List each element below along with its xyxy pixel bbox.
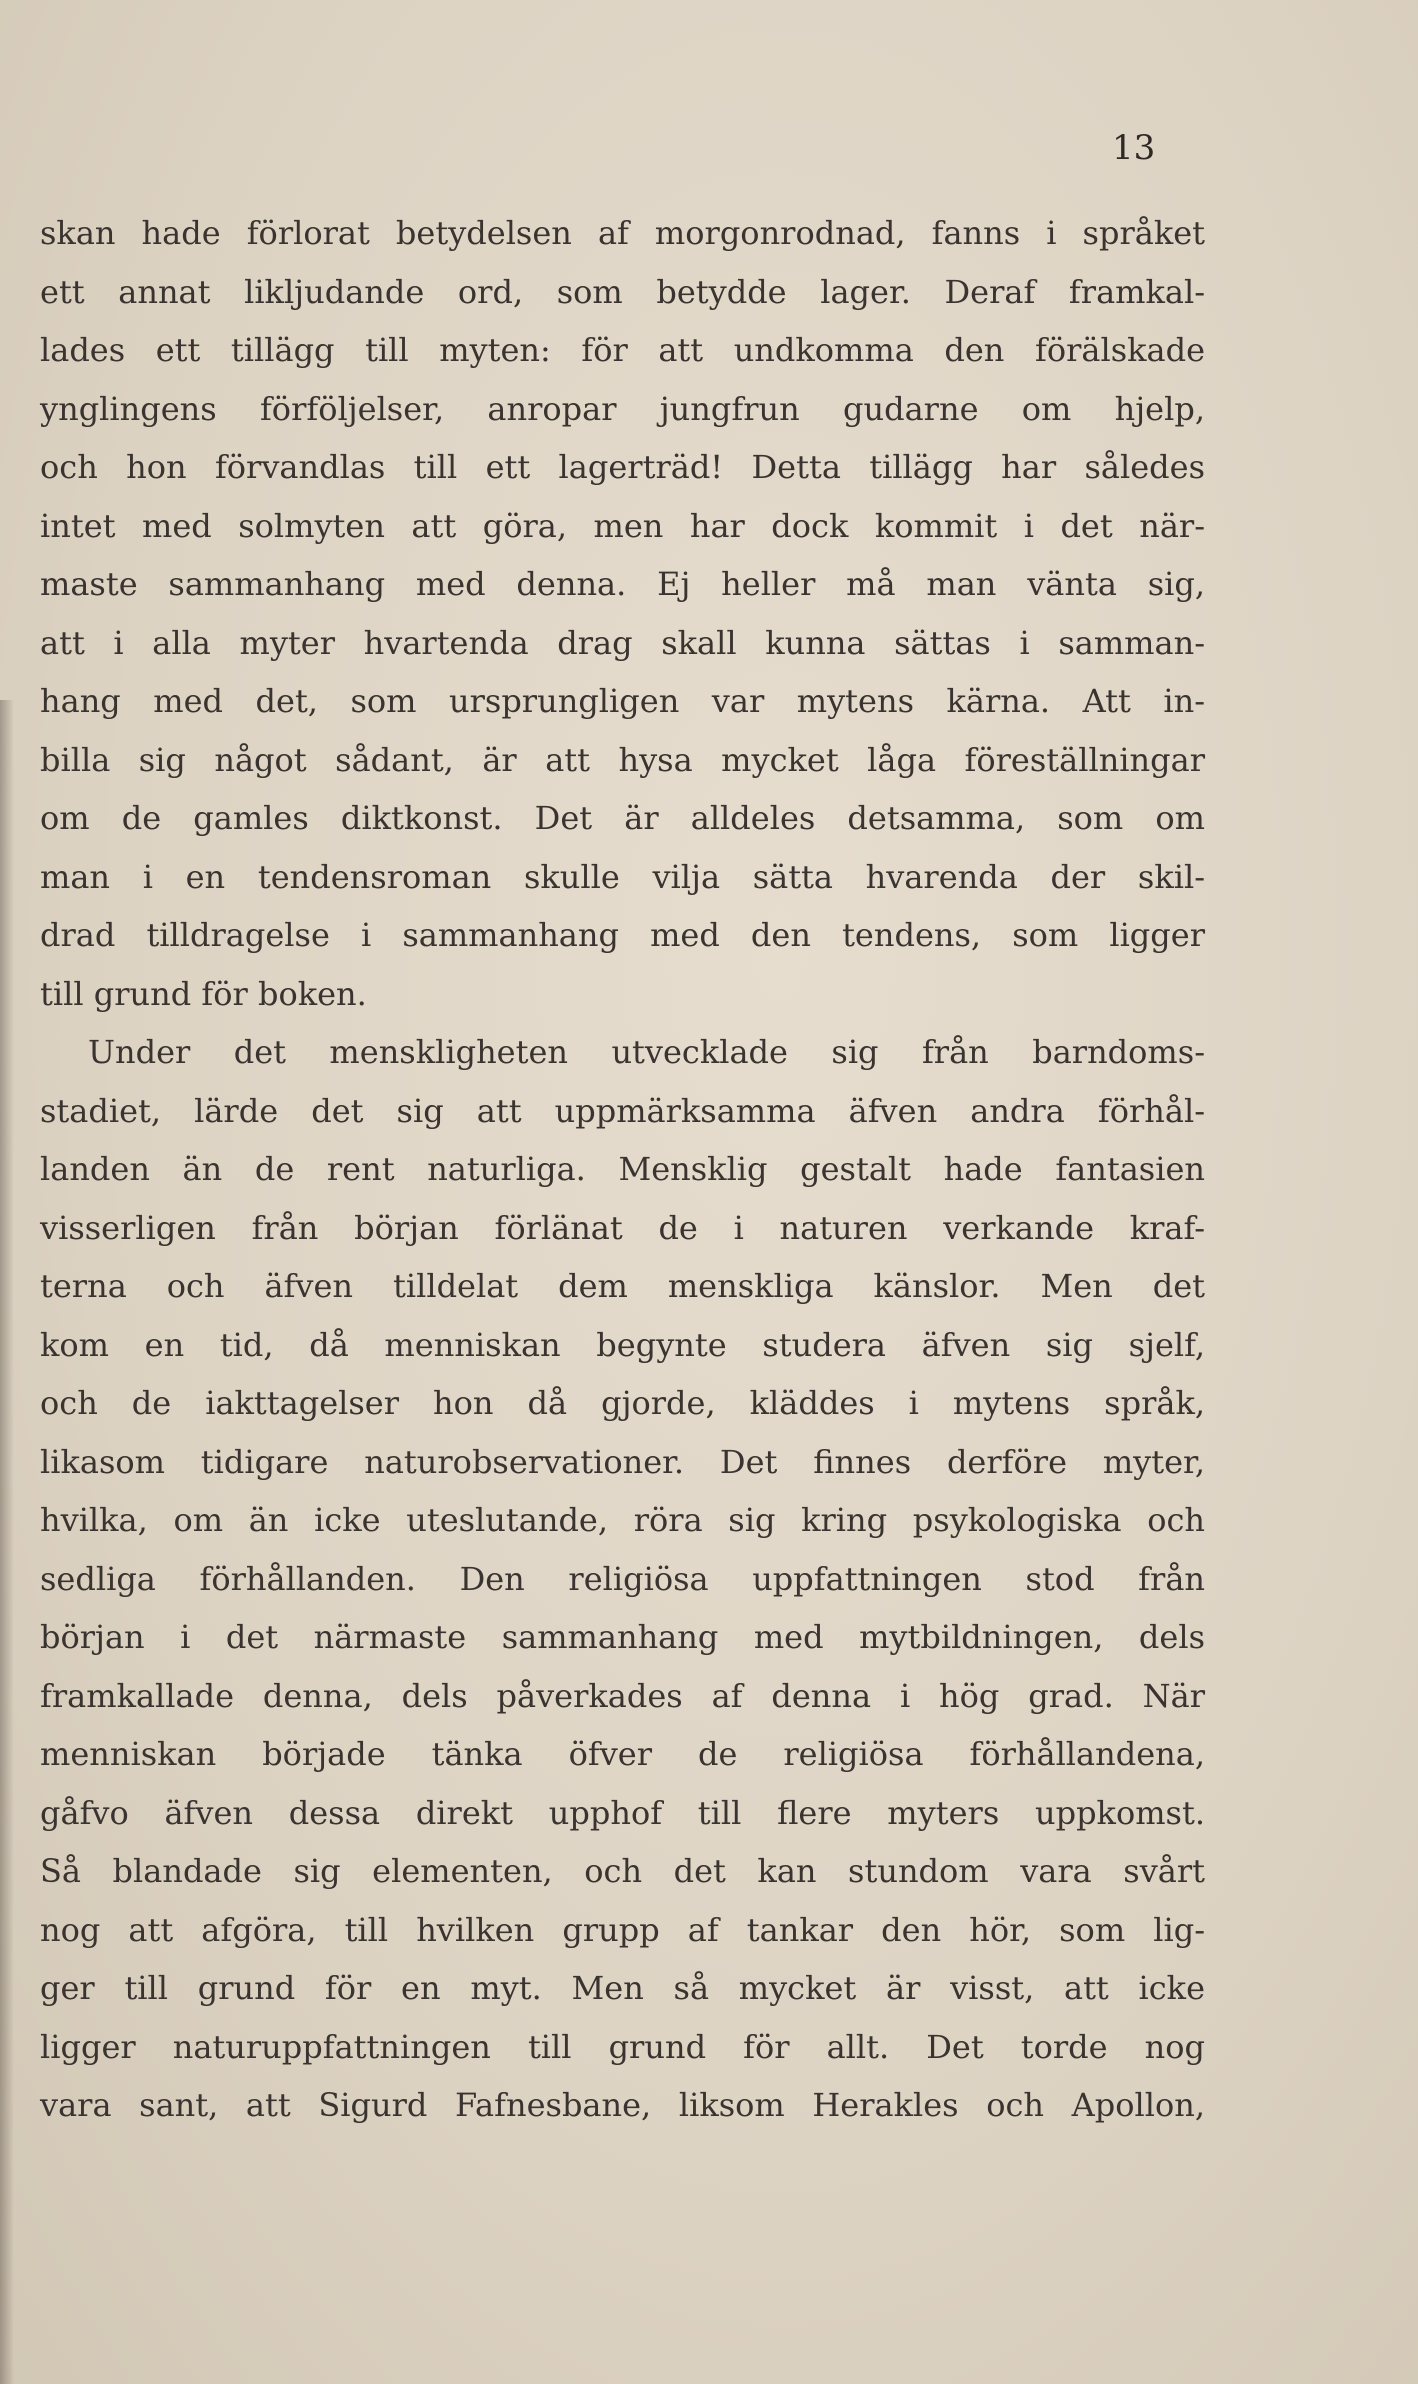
- text-line: sedliga förhållanden. Den religiösa uppfattningen stod från: [40, 1559, 1205, 1598]
- text-line: ett annat likljudande ord, som betydde lager. Deraf framkal-: [40, 272, 1205, 311]
- text-line: att i alla myter hvartenda drag skall kunna sättas i samman-: [40, 623, 1205, 662]
- text-line: drad tilldragelse i sammanhang med den tendens, som ligger: [40, 916, 1205, 954]
- text-line: lades ett tillägg till myten: för att undkomma den förälskade: [40, 331, 1205, 369]
- text-line: maste sammanhang med denna. Ej heller må man vänta sig,: [40, 565, 1205, 603]
- text-line: vara sant, att Sigurd Fafnesbane, liksom Herakles och Apollon,: [40, 2086, 1205, 2124]
- text-line: och de iakttagelser hon då gjorde, kläddes i mytens språk,: [40, 1384, 1205, 1422]
- page-number: 13: [1112, 128, 1156, 168]
- text-line: om de gamles diktkonst. Det är alldeles detsamma, som om: [40, 799, 1205, 837]
- text-line: stadiet, lärde det sig att uppmärksamma äfven andra förhål-: [40, 1091, 1205, 1130]
- text-line: början i det närmaste sammanhang med mytbildningen, dels: [40, 1618, 1205, 1656]
- text-line: likasom tidigare naturobservationer. Det finnes derföre myter,: [40, 1442, 1205, 1481]
- text-line: ynglingens förföljelser, anropar jungfrun gudarne om hjelp,: [40, 389, 1205, 428]
- text-line: hang med det, som ursprungligen var mytens kärna. Att in-: [40, 682, 1205, 720]
- text-line: visserligen från början förlänat de i naturen verkande kraf-: [40, 1208, 1205, 1247]
- text-line: ligger naturuppfattningen till grund för allt. Det torde nog: [40, 2027, 1205, 2066]
- text-line: man i en tendensroman skulle vilja sätta hvarenda der skil-: [40, 857, 1205, 896]
- page-edge-shadow: [0, 700, 14, 2384]
- text-line: hvilka, om än icke uteslutande, röra sig kring psykologiska och: [40, 1501, 1205, 1539]
- text-line: framkallade denna, dels påverkades af denna i hög grad. När: [40, 1676, 1205, 1715]
- text-line: ger till grund för en myt. Men så mycket är visst, att icke: [40, 1969, 1205, 2007]
- text-line: menniskan började tänka öfver de religiösa förhållandena,: [40, 1735, 1205, 1773]
- text-line: till grund för boken.: [40, 974, 367, 1013]
- text-line: och hon förvandlas till ett lagerträd! Detta tillägg har således: [40, 448, 1205, 486]
- text-line: Under det menskligheten utvecklade sig från barndoms-: [88, 1033, 1205, 1071]
- text-line: gåfvo äfven dessa direkt upphof till flere myters uppkomst.: [40, 1793, 1205, 1832]
- text-line: billa sig något sådant, är att hysa mycket låga föreställningar: [40, 740, 1205, 779]
- body-text: [40, 204, 1205, 2135]
- text-line: nog att afgöra, till hvilken grupp af tankar den hör, som lig-: [40, 1910, 1205, 1949]
- text-line: kom en tid, då menniskan begynte studera äfven sig sjelf,: [40, 1325, 1205, 1364]
- text-line: landen än de rent naturliga. Mensklig gestalt hade fantasien: [40, 1150, 1205, 1188]
- text-line: Så blandade sig elementen, och det kan stundom vara svårt: [40, 1852, 1205, 1890]
- text-line: skan hade förlorat betydelsen af morgonrodnad, fanns i språket: [40, 214, 1205, 252]
- text-line: intet med solmyten att göra, men har dock kommit i det när-: [40, 506, 1205, 545]
- text-line: terna och äfven tilldelat dem menskliga känslor. Men det: [40, 1267, 1205, 1305]
